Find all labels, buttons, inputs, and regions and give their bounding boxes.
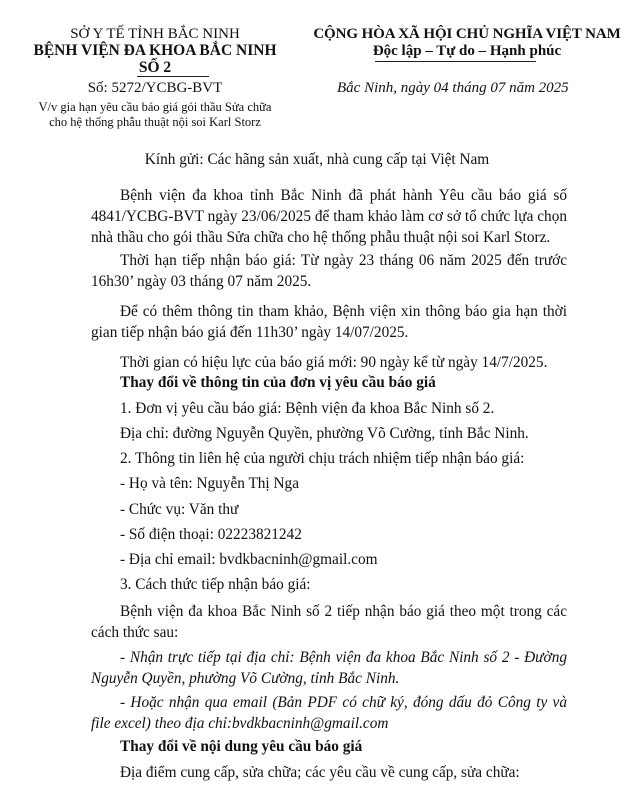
method-email: - Hoặc nhận qua email (Bản PDF có chữ ký, đóng dấu đỏ Công ty và file excel) theo địa chỉ:bvdkbacninh@gmail.com xyxy=(91,694,567,732)
requester-address: Địa chỉ: đường Nguyễn Quyền, phường Võ Cường, tỉnh Bắc Ninh. xyxy=(120,425,529,442)
document-subject: V/v gia hạn yêu cầu báo giá gói thầu Sửa chữa cho hệ thống phẫu thuật nội soi Karl Storz xyxy=(38,100,272,129)
item-contact-info: 2. Thông tin liên hệ của người chịu trách nhiệm tiếp nhận báo giá: xyxy=(120,450,525,467)
item-requester-unit: 1. Đơn vị yêu cầu báo giá: Bệnh viện đa khoa Bắc Ninh số 2. xyxy=(120,400,495,417)
contact-position: - Chức vụ: Văn thư xyxy=(120,501,239,518)
paragraph-original-deadline: Thời hạn tiếp nhận báo giá: Từ ngày 23 tháng 06 năm 2025 đến trước 16h30’ ngày 03 tháng 07 năm 2025. xyxy=(91,252,567,290)
place-date: Bắc Ninh, ngày 04 tháng 07 năm 2025 xyxy=(337,80,569,96)
document-number: Số: 5272/YCBG-BVT xyxy=(87,80,223,96)
national-motto: Độc lập – Tự do – Hạnh phúc xyxy=(372,43,562,59)
paragraph-extension: Để có thêm thông tin tham khảo, Bệnh viện xin thông báo gia hạn thời gian tiếp nhận báo giá đến 11h30’ ngày 14/07/2025. xyxy=(91,303,567,341)
contact-email: - Địa chỉ email: bvdkbacninh@gmail.com xyxy=(120,551,378,568)
paragraph-intro: Bệnh viện đa khoa tỉnh Bắc Ninh đã phát hành Yêu cầu báo giá số 4841/YCBG-BVT ngày 23/06/2025 để tham khảo làm cơ sở tổ chức lựa chọn nhà thầu cho gói thầu Sửa chữa cho hệ thống phẫu thuật nội soi Karl Storz. xyxy=(91,187,567,246)
header-left-underline xyxy=(137,76,209,77)
hospital-number: SỐ 2 xyxy=(138,59,172,76)
department-name: SỞ Y TẾ TỈNH BẮC NINH xyxy=(70,26,240,42)
hospital-name: BỆNH VIỆN ĐA KHOA BẮC NINH xyxy=(33,42,277,59)
nation-title: CỘNG HÒA XÃ HỘI CHỦ NGHĨA VIỆT NAM xyxy=(313,26,621,42)
paragraph-delivery-location: Địa điểm cung cấp, sửa chữa; các yêu cầu về cung cấp, sửa chữa: xyxy=(120,764,520,781)
method-in-person: - Nhận trực tiếp tại địa chỉ: Bệnh viện đa khoa Bắc Ninh số 2 - Đường Nguyễn Quyền, phường Võ Cường, tỉnh Bắc Ninh. xyxy=(91,649,567,687)
contact-name: - Họ và tên: Nguyễn Thị Nga xyxy=(120,475,299,492)
section-heading-requester-info: Thay đổi về thông tin của đơn vị yêu cầu báo giá xyxy=(120,374,436,391)
paragraph-receiving-methods: Bệnh viện đa khoa Bắc Ninh số 2 tiếp nhận báo giá theo một trong các cách thức sau: xyxy=(91,603,567,641)
motto-underline xyxy=(375,61,536,62)
item-receiving-method: 3. Cách thức tiếp nhận báo giá: xyxy=(120,576,311,593)
salutation: Kính gửi: Các hãng sản xuất, nhà cung cấp tại Việt Nam xyxy=(144,151,490,168)
section-heading-content-changes: Thay đổi về nội dung yêu cầu báo giá xyxy=(120,738,363,755)
contact-phone: - Số điện thoại: 02223821242 xyxy=(120,526,302,543)
paragraph-validity: Thời gian có hiệu lực của báo giá mới: 90 ngày kể từ ngày 14/7/2025. xyxy=(120,354,548,371)
